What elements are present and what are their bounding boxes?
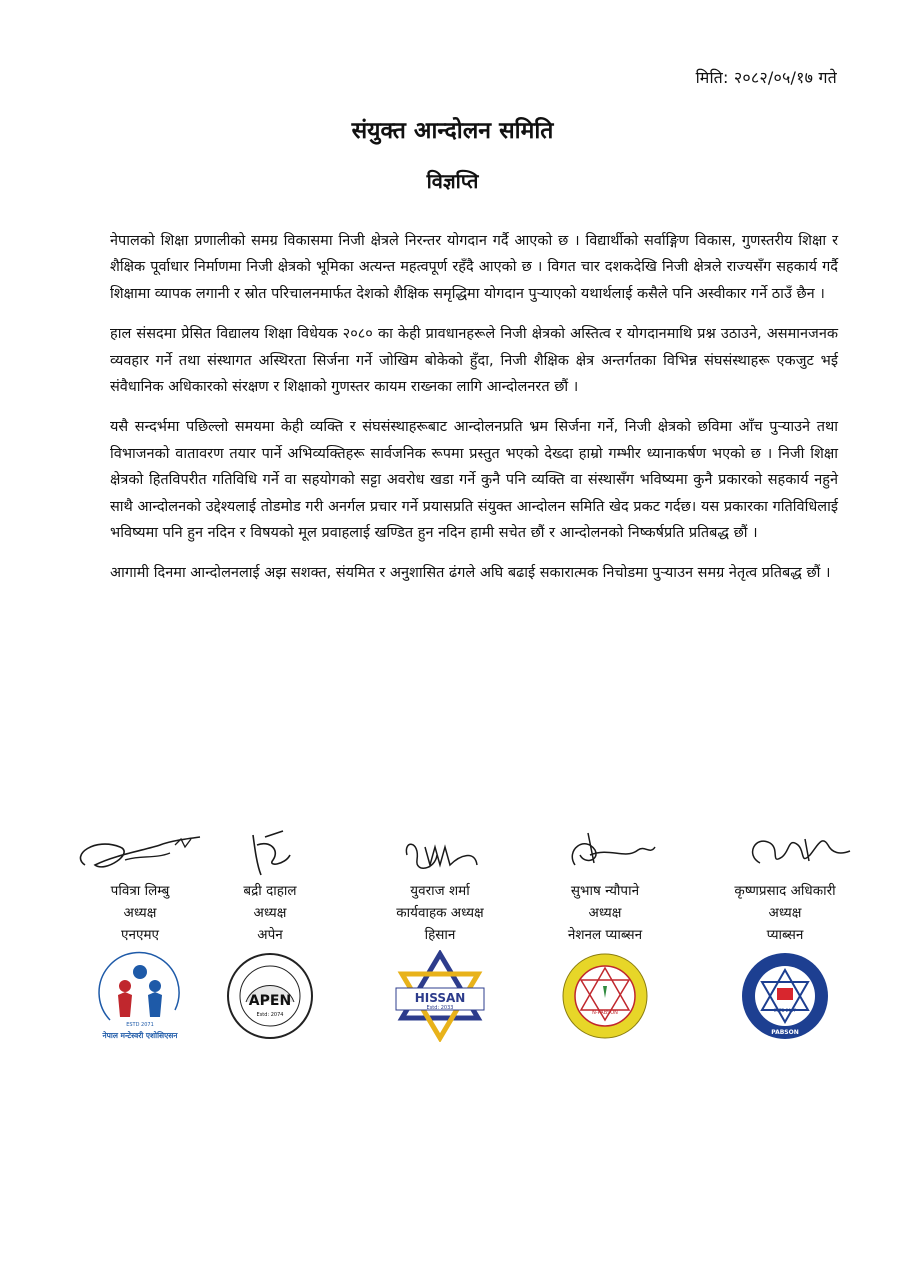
signatory-role: अध्यक्ष: [123, 905, 157, 921]
paragraph-1: नेपालको शिक्षा प्रणालीको समग्र विकासमा निजी क्षेत्रले निरन्तर योगदान गर्दै आएको छ । विद्यार्थीको सर्वाङ्गिण विकास, गुणस्तरीय शिक्षा र शैक्षिक पूर्वाधार निर्माणमा निजी क्षेत्रको भूमिका अत्यन्त महत्वपूर्ण रहँदै आएको छ । विगत चार दशकदेखि निजी क्षेत्रले राज्यसँग सहकार्य गर्दै शिक्षामा व्यापक लगानी र स्रोत परिचालनमार्फत देशको शैक्षिक समृद्धिमा योगदान पुऱ्याएको यथार्थलाई कसैले पनि अस्वीकार गर्ने ठाउँ छैन ।: [110, 233, 838, 302]
nma-caption: नेपाल मन्टेस्वरी एशोसिएसन: [102, 1031, 178, 1040]
apen-name: APEN: [248, 993, 292, 1009]
signature-pabson: [710, 825, 860, 880]
committee-title: संयुक्त आन्दोलन समिति: [351, 118, 554, 144]
pabson-estd: ESTD 2047: [773, 1008, 797, 1013]
apen-logo: [224, 950, 316, 1042]
signatory-apen: [190, 825, 350, 1042]
signatory-role: अध्यक्ष: [768, 905, 802, 921]
pabson-logo: [737, 950, 833, 1042]
signatory-org: हिसान: [424, 927, 456, 943]
signatory-name: पवित्रा लिम्बु: [110, 883, 170, 899]
signatory-org: एनएमए: [121, 927, 159, 943]
pabson-initials: PABSON: [771, 1029, 799, 1036]
signatory-org: अपेन: [257, 927, 283, 943]
signatory-role: कार्यवाहक अध्यक्ष: [396, 905, 484, 921]
signatory-role: अध्यक्ष: [253, 905, 287, 921]
signatory-name: युवराज शर्मा: [410, 883, 470, 899]
signatory-org: नेशनल प्याब्सन: [567, 927, 643, 943]
signatory-name: बद्री दाहाल: [243, 883, 297, 899]
signatories-row: [60, 825, 880, 1055]
paragraph-2: हाल संसदमा प्रेसित विद्यालय शिक्षा विधेयक २०८० का केही प्रावधानहरूले निजी क्षेत्रको अस्तित्व र योगदानमाथि प्रश्न उठाउने, असमानजनक व्यवहार गर्ने तथा संस्थागत अस्थिरता सिर्जना गर्ने जोखिम बोकेको हुँदा, निजी शैक्षिक क्षेत्र अन्तर्गतका विभिन्न संघसंस्थाहरू एकजुट भई संवैधानिक अधिकारको संरक्षण र शिक्षाको गुणस्तर कायम राख्नका लागि आन्दोलनरत छौं ।: [110, 326, 838, 396]
hissan-logo: [390, 950, 490, 1042]
hissan-estd: Estd: 2033: [426, 1005, 454, 1011]
signatory-pabson: [705, 825, 865, 1042]
apen-estd: Estd: 2074: [256, 1012, 284, 1018]
hissan-name: HISSAN: [414, 991, 466, 1005]
signatory-name: कृष्णप्रसाद अधिकारी: [734, 883, 836, 899]
signature-hissan: [365, 825, 515, 880]
signatory-name: सुभाष न्यौपाने: [570, 883, 640, 899]
n-pabson-initials: N-PABSON: [592, 1010, 618, 1016]
signatory-n-pabson: [525, 825, 685, 1042]
paragraph-3: यसै सन्दर्भमा पछिल्लो समयमा केही व्यक्ति र संघसंस्थाहरूबाट आन्दोलनप्रति भ्रम सिर्जना गर्ने, निजी क्षेत्रको छविमा आँच पुऱ्याउने तथा विभाजनको वातावरण तयार पार्ने अभिव्यक्तिहरू सार्वजनिक रूपमा प्रस्तुत भएको देख्दा हाम्रो गम्भीर ध्यानाकर्षण भएको छ । निजी शिक्षा क्षेत्रको हितविपरीत गतिविधि गर्ने वा सहयोगको सट्टा अवरोध खडा गर्ने कुनै पनि व्यक्ति वा संस्थासँग भविष्यमा कुनै प्रकारको सहकार्य नहुने साथै आन्दोलनको उद्देश्यलाई तोडमोड गरी अनर्गल प्रचार गर्ने प्रयासप्रति संयुक्त आन्दोलन समिति खेद प्रकट गर्दछ। यस प्रकारका गतिविधिलाई भविष्यमा पनि हुन नदिन र विषयको मूल प्रवाहलाई खण्डित हुन नदिन हामी सचेत छौं र आन्दोलनको निष्कर्षप्रति प्रतिबद्ध छौं ।: [110, 419, 838, 542]
nma-estd: ESTD 2071: [126, 1022, 154, 1028]
press-release-body: [110, 228, 838, 601]
signature-n-pabson: [530, 825, 680, 880]
nma-logo: [80, 950, 200, 1042]
document-date: मिति: २०८२/०५/१७ गते: [695, 68, 837, 87]
signatory-hissan: [360, 825, 520, 1042]
signature-apen: [195, 825, 345, 880]
paragraph-4: आगामी दिनमा आन्दोलनलाई अझ सशक्त, संयमित र अनुशासित ढंगले अघि बढाई सकारात्मक निचोडमा पुऱ्याउन समग्र नेतृत्व प्रतिबद्ध छौं ।: [110, 565, 831, 582]
signatory-role: अध्यक्ष: [588, 905, 622, 921]
signatory-org: प्याब्सन: [766, 927, 804, 943]
press-release-heading: विज्ञप्ति: [426, 169, 479, 193]
n-pabson-logo: [559, 950, 651, 1042]
